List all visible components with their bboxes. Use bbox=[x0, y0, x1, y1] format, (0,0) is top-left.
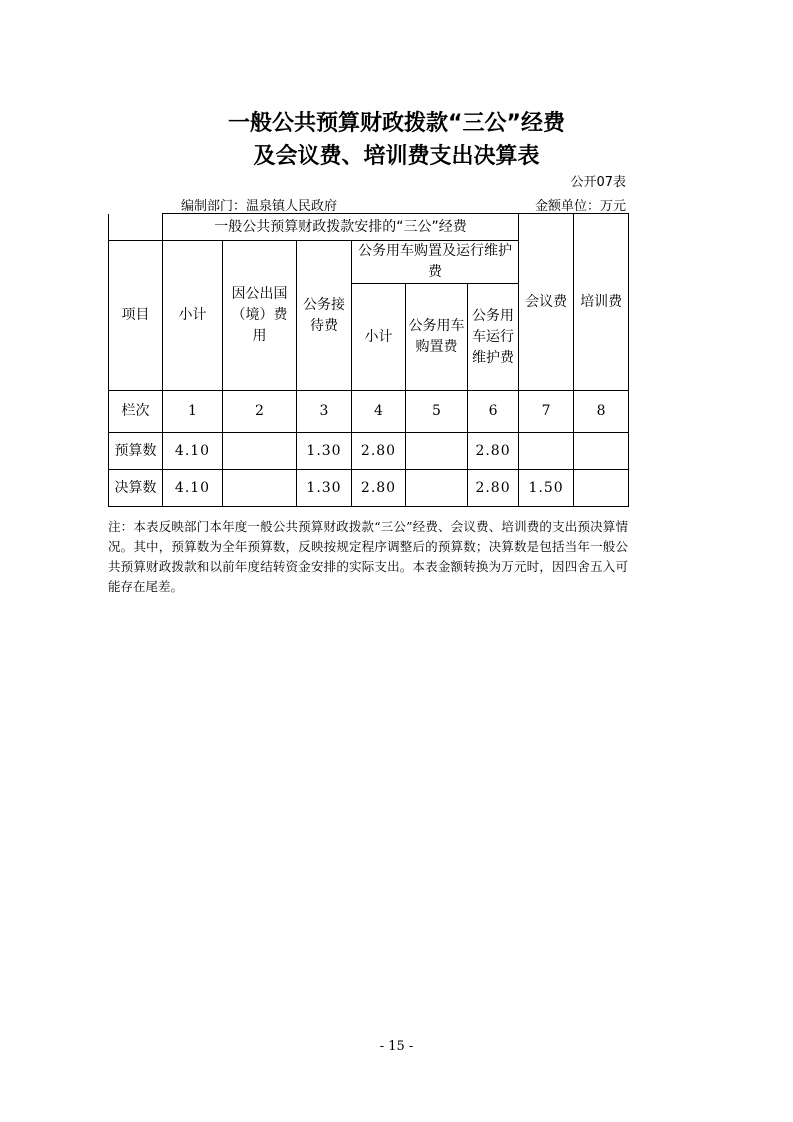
column-number: 4 bbox=[352, 391, 406, 433]
table-cell: 2.80 bbox=[468, 433, 519, 470]
table-cell: 2.80 bbox=[352, 433, 406, 470]
table-cell: 2.80 bbox=[352, 470, 406, 507]
table-note: 注：本表反映部门本年度一般公共预算财政拨款“三公”经费、会议费、培训费的支出预决算情况。其中，预算数为全年预算数，反映按规定程序调整后的预算数；决算数是包括当年一般公共预算财政拨款和以前年度结转资金安排的实际支出。本表金额转换为万元时，因四舍五入可能存在尾差。 bbox=[108, 519, 628, 594]
column-number: 7 bbox=[519, 391, 574, 433]
table-cell: 1.30 bbox=[297, 470, 352, 507]
row-label-final: 决算数 bbox=[109, 470, 163, 507]
header-sangong-group: 一般公共预算财政拨款安排的“三公”经费 bbox=[163, 214, 519, 241]
header-vehicle-operation: 公务用车运行维护费 bbox=[468, 284, 519, 391]
table-cell bbox=[519, 433, 574, 470]
table-cell: 2.80 bbox=[468, 470, 519, 507]
table-cell: 1.30 bbox=[297, 433, 352, 470]
table-cell: 1.50 bbox=[519, 470, 574, 507]
expense-table bbox=[108, 213, 629, 507]
header-reception: 公务接待费 bbox=[297, 241, 352, 391]
table-cell bbox=[574, 470, 629, 507]
header-blank-cell bbox=[109, 214, 163, 241]
header-training: 培训费 bbox=[574, 214, 629, 391]
column-number-label: 栏次 bbox=[109, 391, 163, 433]
page-number: - 15 - bbox=[379, 1039, 414, 1054]
header-vehicle-purchase: 公务用车购置费 bbox=[406, 284, 468, 391]
table-cell bbox=[223, 433, 297, 470]
compiling-department: 编制部门：温泉镇人民政府 bbox=[181, 199, 338, 214]
header-subtotal: 小计 bbox=[163, 241, 223, 391]
table-cell bbox=[223, 470, 297, 507]
header-abroad: 因公出国（境）费用 bbox=[223, 241, 297, 391]
header-meeting: 会议费 bbox=[519, 214, 574, 391]
column-number: 2 bbox=[223, 391, 297, 433]
table-code: 公开07表 bbox=[570, 175, 626, 190]
column-number: 5 bbox=[406, 391, 468, 433]
document-title-line1: 一般公共预算财政拨款“三公”经费 bbox=[228, 111, 565, 136]
table-cell bbox=[406, 433, 468, 470]
table-row bbox=[109, 470, 629, 507]
column-number: 3 bbox=[297, 391, 352, 433]
table-cell: 4.10 bbox=[163, 433, 223, 470]
header-vehicle-subtotal: 小计 bbox=[352, 284, 406, 391]
table-cell: 4.10 bbox=[163, 470, 223, 507]
header-vehicle-group: 公务用车购置及运行维护费 bbox=[352, 241, 519, 284]
table-cell bbox=[406, 470, 468, 507]
row-label-budget: 预算数 bbox=[109, 433, 163, 470]
header-item: 项目 bbox=[109, 241, 163, 391]
table-row bbox=[109, 433, 629, 470]
document-title-line2: 及会议费、培训费支出决算表 bbox=[253, 144, 540, 169]
column-number: 8 bbox=[574, 391, 629, 433]
column-number: 6 bbox=[468, 391, 519, 433]
amount-unit: 金额单位：万元 bbox=[534, 199, 626, 214]
table-cell bbox=[574, 433, 629, 470]
column-number: 1 bbox=[163, 391, 223, 433]
unit-row bbox=[181, 195, 626, 213]
